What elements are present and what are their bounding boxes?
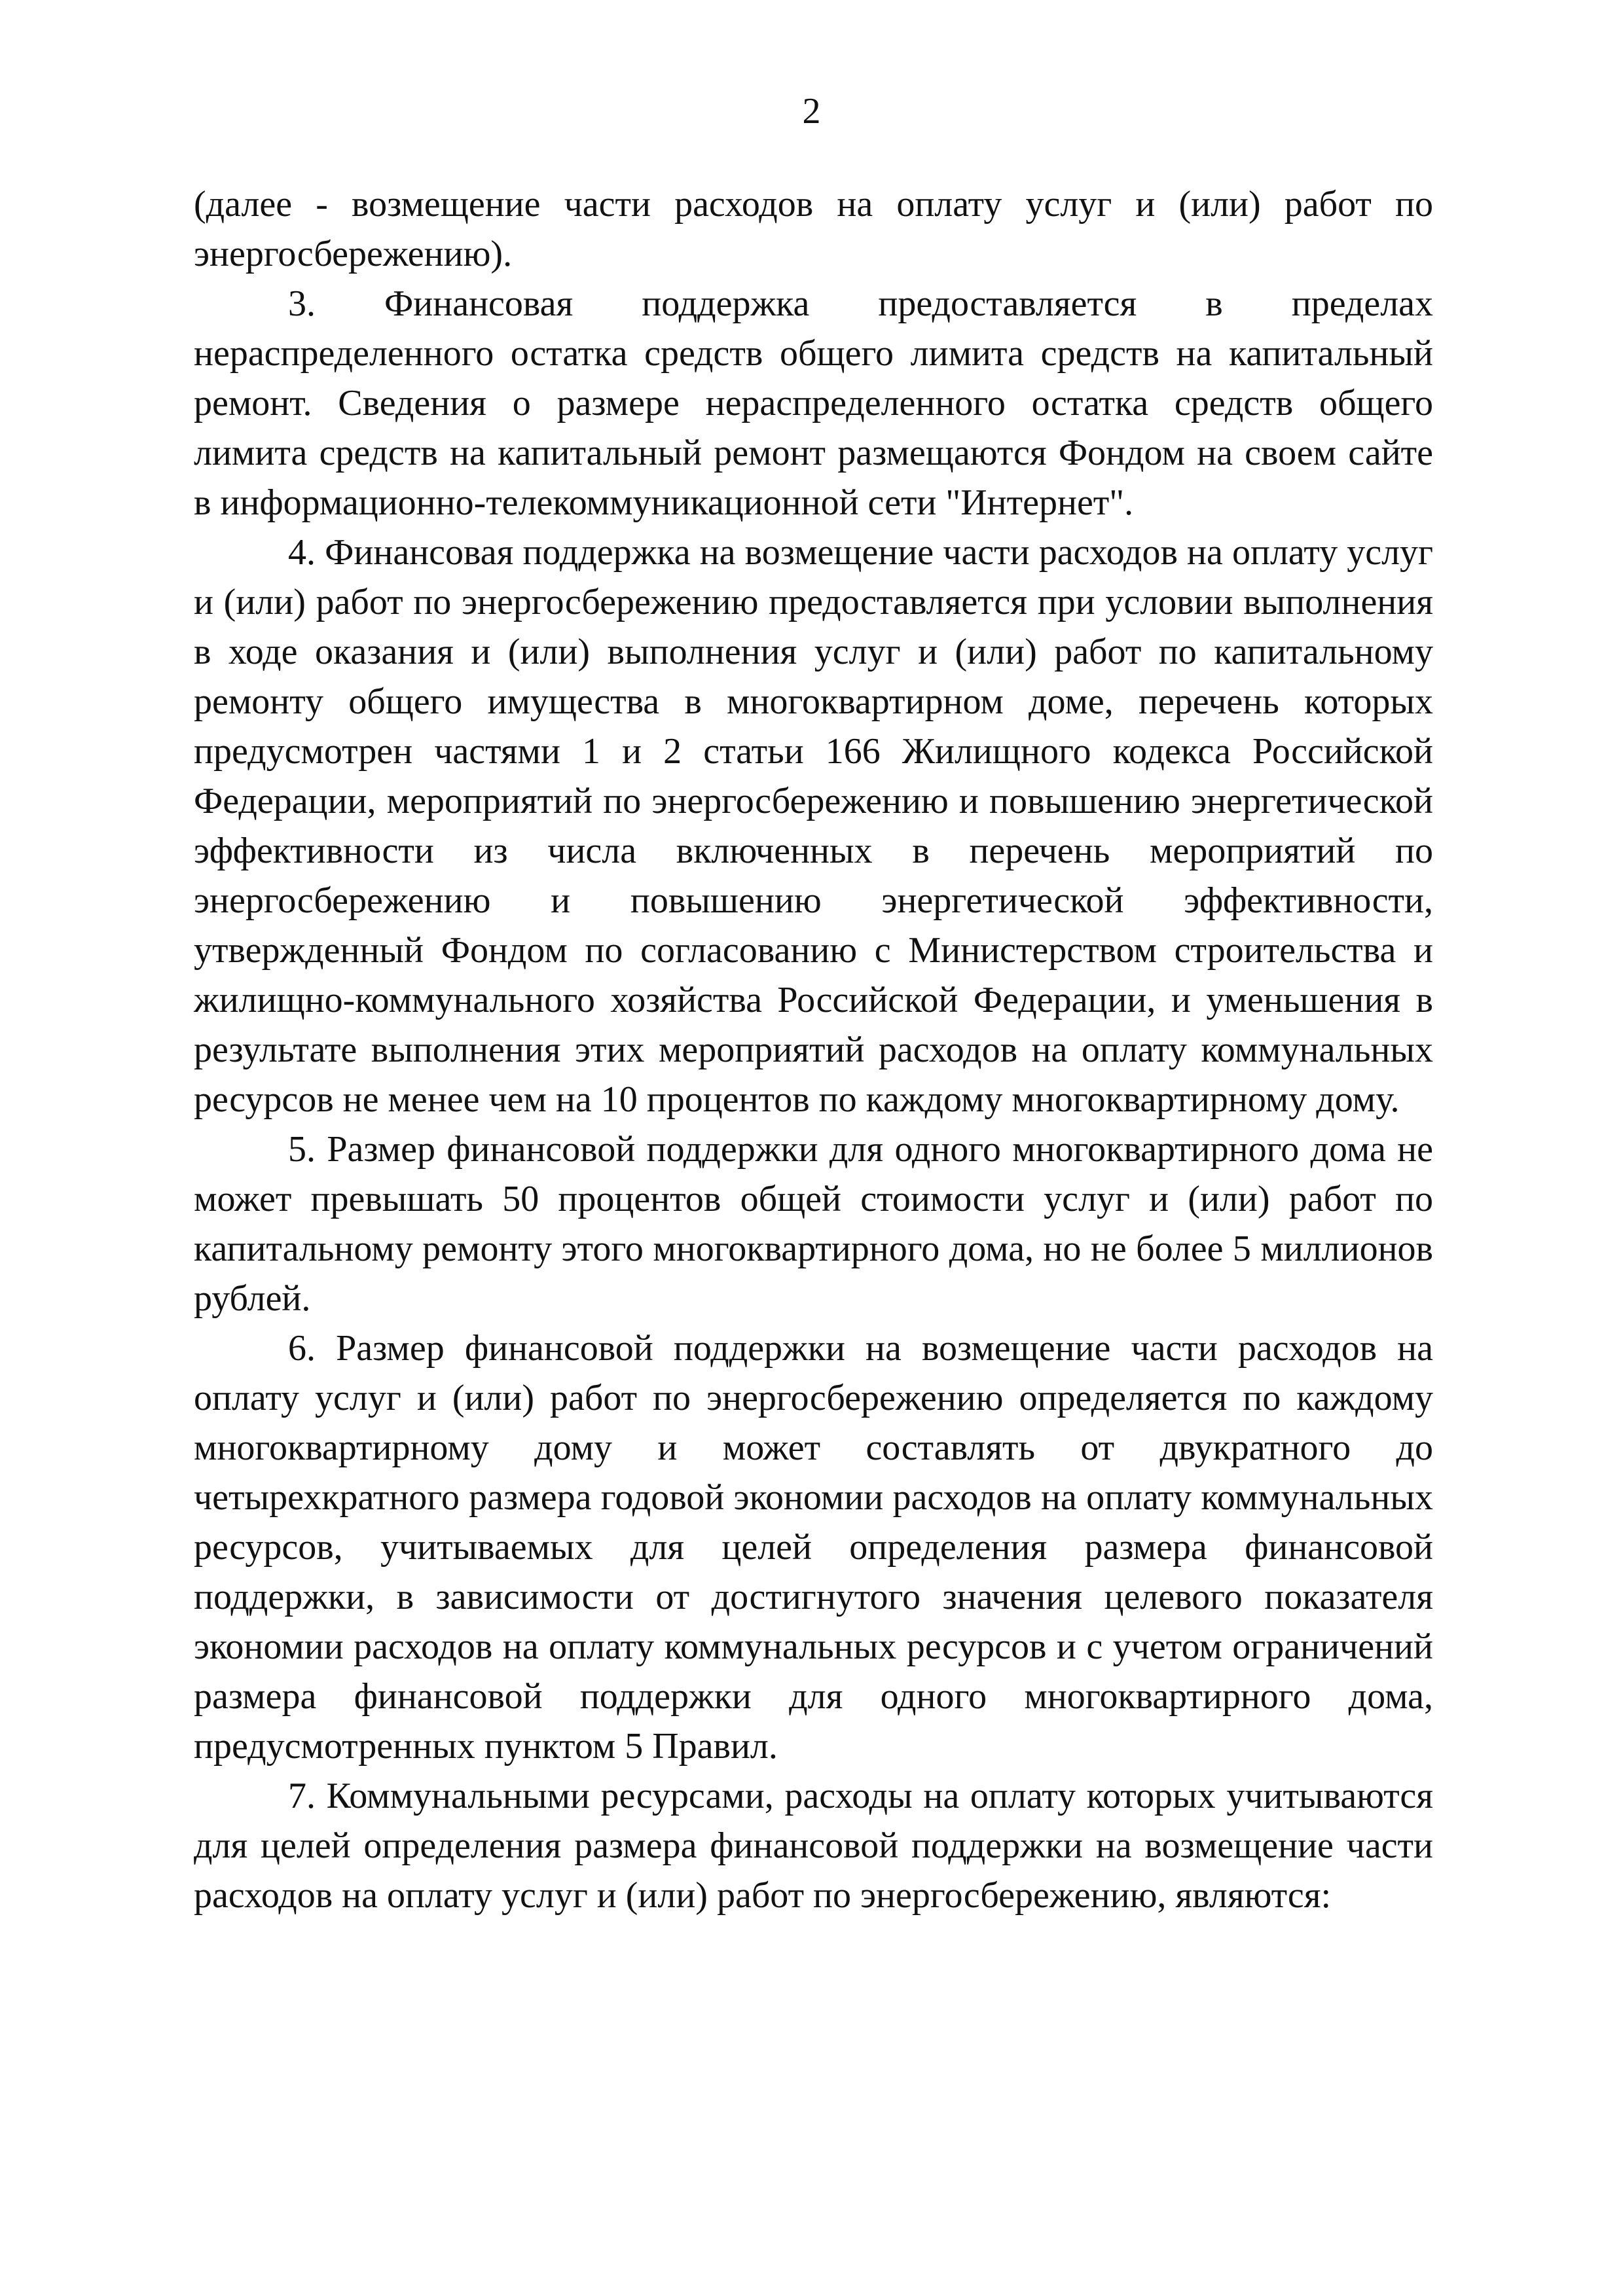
paragraph-item-4: 4. Финансовая поддержка на возмещение части расходов на оплату услуг и (или) работ по энергосбережению предоставляется при условии выполнения в ходе оказания и (или) выполнения услуг и (или) работ по капитальному ремонту общего имущества в многоквартирном доме, перечень которых предусмотрен частями 1 и 2 статьи 166 Жилищного кодекса Российской Федерации, мероприятий по энергосбережению и повышению энергетической эффективности из числа включенных в перечень мероприятий по энергосбережению и повышению энергетической эффективности, утвержденный Фондом по согласованию с Министерством строительства и жилищно-коммунального хозяйства Российской Федерации, и уменьшения в результате выполнения этих мероприятий расходов на оплату коммунальных ресурсов не менее чем на 10 процентов по каждому многоквартирному дому. <box>194 532 1433 1120</box>
paragraph-item-6: 6. Размер финансовой поддержки на возмещение части расходов на оплату услуг и (или) работ по энергосбережению определяется по каждому многоквартирному дому и может составлять от двукратного до четырехкратного размера годовой экономии расходов на оплату коммунальных ресурсов, учитываемых для целей определения размера финансовой поддержки, в зависимости от достигнутого значения целевого показателя экономии расходов на оплату коммунальных ресурсов и с учетом ограничений размера финансовой поддержки для одного многоквартирного дома, предусмотренных пунктом 5 Правил. <box>194 1328 1433 1767</box>
paragraph-continuation: (далее - возмещение части расходов на оплату услуг и (или) работ по энергосбережению). <box>194 184 1433 274</box>
paragraph-item-5: 5. Размер финансовой поддержки для одного многоквартирного дома не может превышать 50 процентов общей стоимости услуг и (или) работ по капитальному ремонту этого многоквартирного дома, но не более 5 миллионов рублей. <box>194 1129 1433 1319</box>
paragraph-item-7: 7. Коммунальными ресурсами, расходы на оплату которых учитываются для целей определения размера финансовой поддержки на возмещение части расходов на оплату услуг и (или) работ по энергосбережению, являются: <box>194 1776 1433 1916</box>
page-number: 2 <box>802 91 821 132</box>
document-body <box>194 179 1433 1920</box>
paragraph-item-3: 3. Финансовая поддержка предоставляется в пределах нераспределенного остатка средств общего лимита средств на капитальный ремонт. Сведения о размере нераспределенного остатка средств общего лимита средств на капитальный ремонт размещаются Фондом на своем сайте в информационно-телекоммуникационной сети "Интернет". <box>194 283 1433 523</box>
